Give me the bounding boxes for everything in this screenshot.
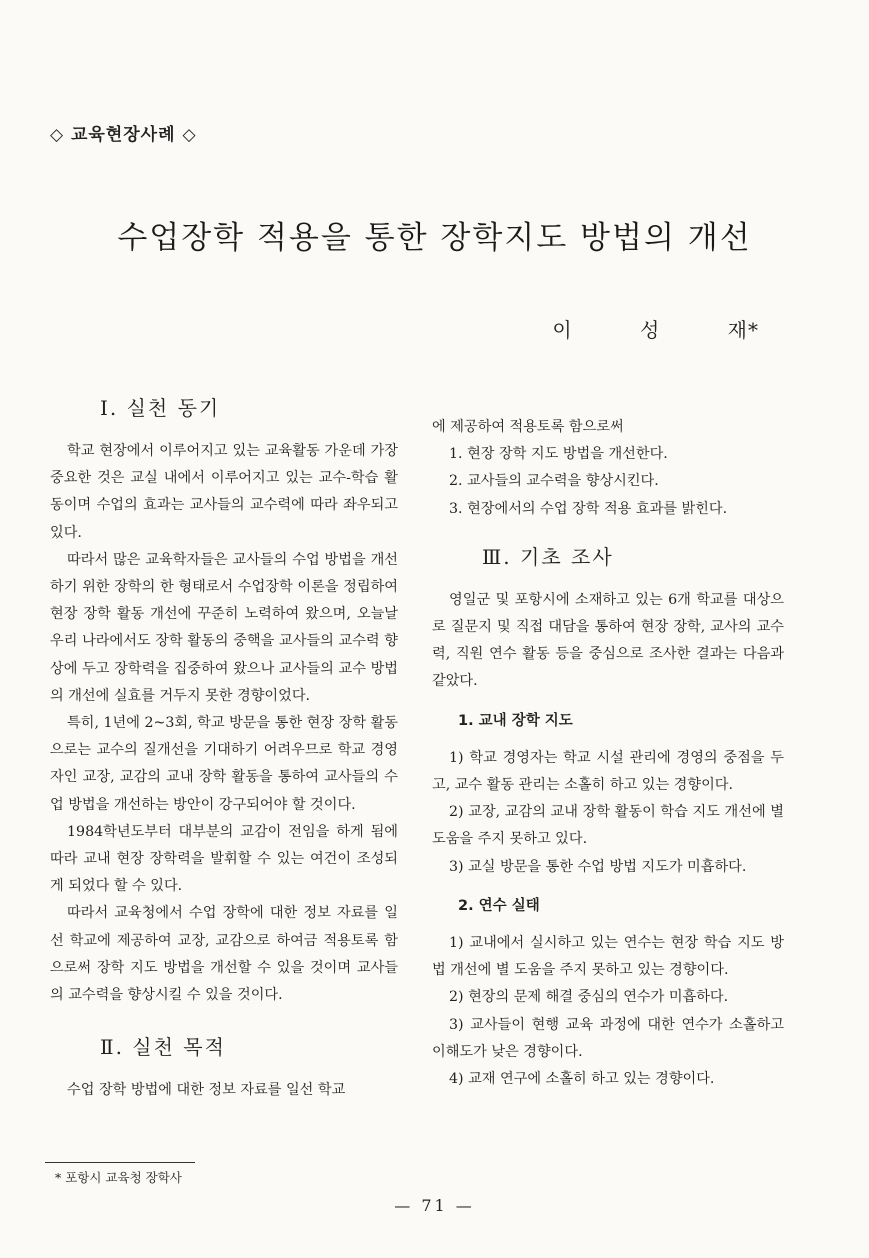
section-heading-survey: Ⅲ. 기초 조사 <box>482 544 614 569</box>
section-heading-purpose: Ⅱ. 실천 목적 <box>100 1035 226 1060</box>
footnote: * 포항시 교육청 장학사 <box>55 1170 182 1185</box>
subsection-heading-internal-supervision: 1. 교내 장학 지도 <box>458 712 573 729</box>
article-title: 수업장학 적용을 통한 장학지도 방법의 개선 <box>117 220 752 256</box>
goal-item: 2. 교사들의 교수력을 향상시킨다. <box>449 473 659 490</box>
paragraph: 따라서 교육청에서 수업 장학에 대한 정보 자료를 일선 학교에 제공하여 교장, 교감으로 하여금 적용토록 함으로써 장학 지도 방법을 개선할 수 있을 것이며 교사들의 교수력을 향상시킬 수 있을 것이다. <box>50 905 398 1004</box>
section-kicker: ◇ 교육현장사례 ◇ <box>50 125 197 145</box>
paragraph: 특히, 1년에 2~3회, 학교 방문을 통한 현장 장학 활동으로는 교수의 질개선을 기대하기 어려우므로 학교 경영자인 교장, 교감의 교내 장학 활동을 통하여 교사들의 수업 방법을 개선하는 방안이 강구되어야 할 것이다. <box>50 715 398 813</box>
subsection-heading-training: 2. 연수 실태 <box>458 897 540 914</box>
page-number: — 71 — <box>394 1196 475 1215</box>
right-column <box>432 392 784 1093</box>
paragraph: 수업 장학 방법에 대한 정보 자료를 일선 학교 <box>67 1082 346 1099</box>
article-author: 이 성 재* <box>552 318 759 342</box>
footnote-divider <box>45 1162 195 1163</box>
paragraph: 에 제공하여 적용토록 함으로써 <box>432 419 624 435</box>
list-item: 2) 교장, 교감의 교내 장학 활동이 학습 지도 개선에 별 도움을 주지 못하고 있다. <box>432 804 784 848</box>
paragraph: 1984학년도부터 대부분의 교감이 전임을 하게 됨에 따라 교내 현장 장학력을 발휘할 수 있는 여건이 조성되게 되었다 할 수 있다. <box>50 823 398 895</box>
list-item: 2) 현장의 문제 해결 중심의 연수가 미흡하다. <box>449 989 729 1006</box>
paragraph: 따라서 많은 교육학자들은 교사들의 수업 방법을 개선하기 위한 장학의 한 형태로서 수업장학 이론을 정립하여 현장 장학 활동 개선에 꾸준히 노력하여 왔으며, 오늘날 우리 나라에서도 장학 활동의 중핵을 교사들의 교수력 향상에 두고 장학력을 집중하여 왔으나 교사들의 교수 방법의 개선에 실효를 거두지 못한 경향이었다. <box>50 551 398 704</box>
paragraph: 학교 현장에서 이루어지고 있는 교육활동 가운데 가장 중요한 것은 교실 내에서 이루어지고 있는 교수-학습 활동이며 수업의 효과는 교사들의 교수력에 따라 좌우되고 있다. <box>50 443 398 541</box>
section-heading-motivation: Ⅰ. 실천 동기 <box>100 396 221 420</box>
list-item: 1) 학교 경영자는 학교 시설 관리에 경영의 중점을 두고, 교수 활동 관리는 소홀히 하고 있는 경향이다. <box>432 749 784 794</box>
left-column <box>50 392 398 1104</box>
list-item: 3) 교사들이 현행 교육 과정에 대한 연수가 소홀하고 이해도가 낮은 경향이다. <box>432 1016 784 1060</box>
list-item: 1) 교내에서 실시하고 있는 연수는 현장 학습 지도 방법 개선에 별 도움을 주지 못하고 있는 경향이다. <box>432 935 784 979</box>
goal-item: 3. 현장에서의 수업 장학 적용 효과를 밝힌다. <box>449 500 728 517</box>
list-item: 3) 교실 방문을 통한 수업 방법 지도가 미흡하다. <box>449 858 747 875</box>
paragraph: 영일군 및 포항시에 소재하고 있는 6개 학교를 대상으로 질문지 및 직접 대담을 통하여 현장 장학, 교사의 교수력, 직원 연수 활동 등을 중심으로 조사한 결과는 다음과 같았다. <box>432 591 784 690</box>
list-item: 4) 교재 연구에 소홀히 하고 있는 경향이다. <box>449 1071 715 1088</box>
goal-item: 1. 현장 장학 지도 방법을 개선한다. <box>449 446 668 463</box>
